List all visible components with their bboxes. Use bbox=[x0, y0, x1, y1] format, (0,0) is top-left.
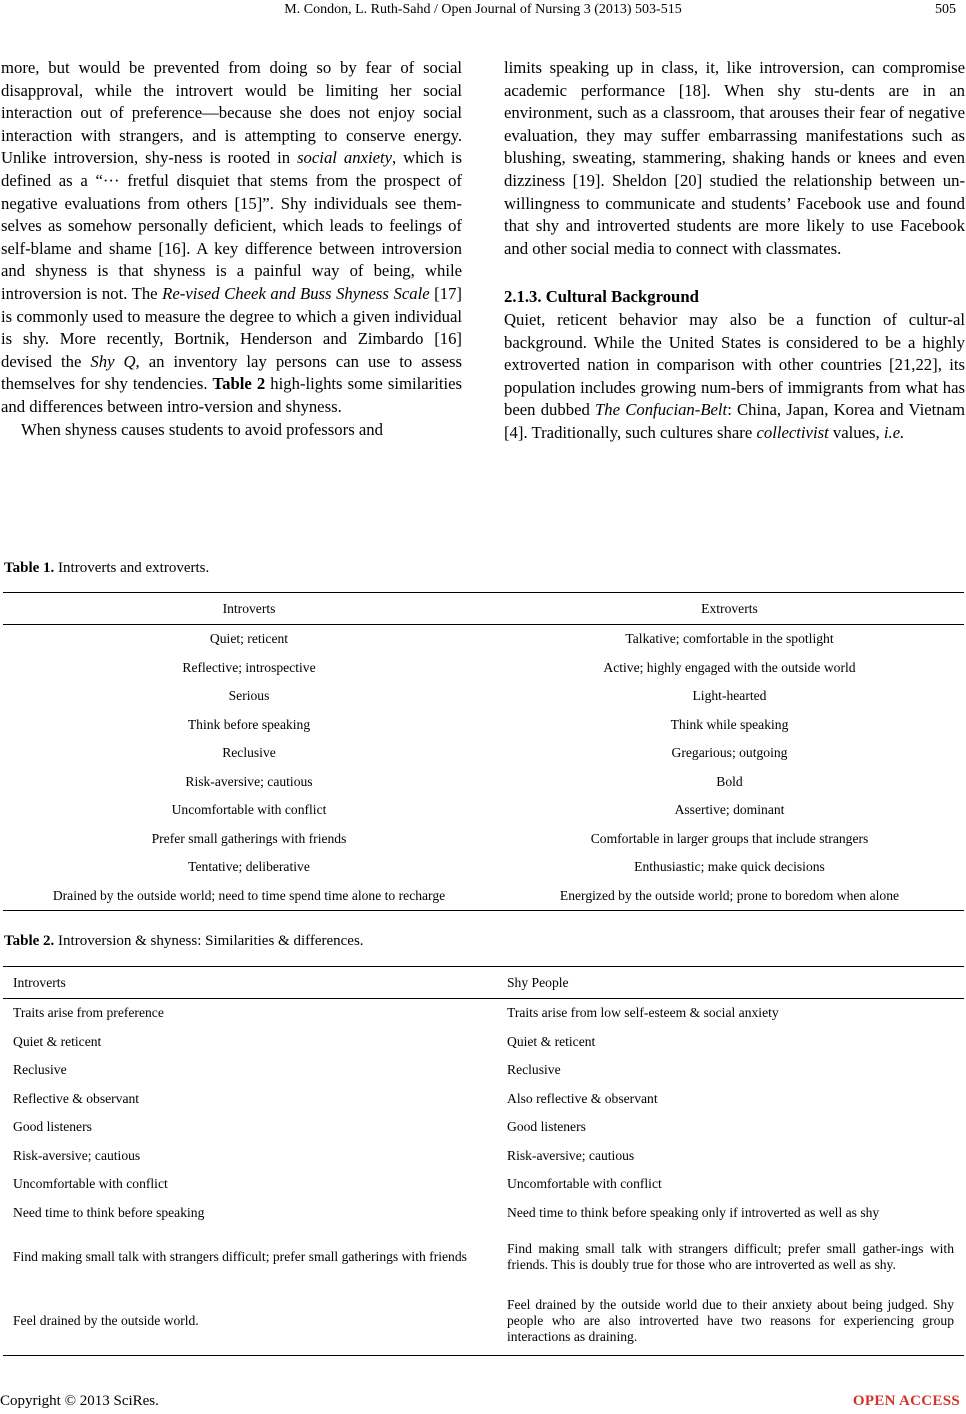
table-row bbox=[3, 768, 964, 797]
table-cell: Feel drained by the outside world. bbox=[3, 1287, 497, 1356]
table-row bbox=[3, 1113, 964, 1142]
table-introverts-extroverts bbox=[3, 592, 964, 911]
text-run: , which is defined as a “··· fretful disquiet that stems from the prospect of negative evaluations from others [15]”. Shy individuals see them-selves as somehow personally deficient, which leads to feelings of self-blame and shame [16]. A key difference between introversion and shyness is that shyness is a painful way of being, while introversion is not. The bbox=[1, 148, 462, 303]
left-column bbox=[1, 57, 462, 441]
table-cell: Risk-aversive; cautious bbox=[13, 1147, 141, 1163]
table-cell: Reclusive bbox=[222, 745, 276, 761]
text-run: high-lights some similarities and differences between intro-version and shyness. bbox=[1, 374, 463, 416]
table-cell: Bold bbox=[716, 773, 743, 789]
table-cell: Think while speaking bbox=[670, 716, 789, 732]
table-row bbox=[3, 853, 964, 882]
table-row bbox=[3, 739, 964, 768]
table-introversion-shyness bbox=[3, 966, 964, 1356]
copyright-notice: Copyright © 2013 SciRes. bbox=[0, 1393, 159, 1409]
table-cell: Quiet & reticent bbox=[13, 1033, 102, 1049]
table-cell: Also reflective & observant bbox=[507, 1090, 658, 1106]
table-cell: Need time to think before speaking only if introverted as well as shy bbox=[507, 1204, 880, 1220]
column-header: Introverts bbox=[3, 967, 497, 999]
italic-term: collectivist bbox=[756, 422, 829, 442]
left-paragraph-2: When shyness causes students to avoid professors and bbox=[21, 419, 383, 439]
table-cell: Serious bbox=[228, 688, 270, 704]
left-paragraph-1 bbox=[1, 57, 462, 419]
right-paragraph-1: limits speaking up in class, it, like introversion, can compromise academic performance [18]. When shy stu-dents are in an environment, such as a classroom, that arouses their fear of negative evaluation, they may suffer embarrassing manifestations such as blushing, sweating, stammering, shaking hands or knees and even dizziness [19]. Sheldon [20] studied the relationship between un-willingness to communicate and students’ Facebook use and found that shy and introverted students are more likely to use Facebook and other social media to connect with classmates. bbox=[504, 58, 965, 258]
text-run: Quiet, reticent behavior may also be a function of cultur-al background. While the United States is considered to be a highly extroverted nation in comparison with other countries [21,22], its population includes growing num-bers of immigrants from what has been dubbed bbox=[504, 309, 965, 420]
text-run: : China, Japan, Korea and Vietnam [4]. Traditionally, such cultures share bbox=[504, 400, 965, 442]
table-cell: Prefer small gatherings with friends bbox=[151, 830, 347, 846]
table-cell: Reflective; introspective bbox=[182, 659, 316, 675]
table-cell: Good listeners bbox=[507, 1119, 586, 1135]
table-cell: Need time to think before speaking bbox=[13, 1204, 205, 1220]
page-header bbox=[0, 0, 966, 20]
caption-text: Introverts and extroverts. bbox=[54, 560, 210, 576]
table-cell: Light-hearted bbox=[692, 688, 767, 704]
table1-caption bbox=[4, 560, 209, 577]
table-row bbox=[3, 711, 964, 740]
table-cell: Active; highly engaged with the outside world bbox=[603, 659, 856, 675]
table-cell: Assertive; dominant bbox=[674, 802, 785, 818]
right-paragraph-2 bbox=[504, 309, 965, 445]
table-row bbox=[3, 625, 964, 654]
table-row bbox=[3, 1142, 964, 1171]
table-cell: Enthusiastic; make quick decisions bbox=[634, 859, 825, 875]
right-column bbox=[504, 57, 965, 445]
italic-term: The Confucian-Belt bbox=[595, 400, 728, 420]
text-run: , an inventory lay persons can use to assess themselves for shy tendencies. bbox=[1, 351, 462, 394]
table-cell: Reclusive bbox=[507, 1062, 561, 1078]
table-cell: Traits arise from preference bbox=[13, 1005, 164, 1021]
table-cell: Talkative; comfortable in the spotlight bbox=[625, 631, 834, 647]
table-cell: Drained by the outside world; need to time spend time alone to recharge bbox=[3, 882, 495, 911]
table-row bbox=[3, 1199, 964, 1228]
table-cell: Good listeners bbox=[13, 1119, 92, 1135]
table-cell: Gregarious; outgoing bbox=[671, 745, 788, 761]
text-run: values, bbox=[828, 422, 884, 442]
italic-term: Shy Q bbox=[90, 351, 136, 371]
table-row bbox=[3, 882, 964, 911]
table-cell: Risk-aversive; cautious bbox=[185, 773, 313, 789]
table-row bbox=[3, 1170, 964, 1199]
table-cell: Traits arise from low self-esteem & social anxiety bbox=[507, 1005, 779, 1021]
table-cell: Risk-aversive; cautious bbox=[507, 1147, 635, 1163]
table-cell: Reflective & observant bbox=[13, 1090, 140, 1106]
table-row bbox=[3, 682, 964, 711]
caption-text: Introversion & shyness: Similarities & differences. bbox=[54, 933, 364, 949]
table-cell: Find making small talk with strangers difficult; prefer small gather-ings with friends. This is doubly true for those who are introverted as well as shy. bbox=[507, 1241, 954, 1272]
section-heading: 2.1.3. Cultural Background bbox=[504, 287, 699, 307]
table-cell: Uncomfortable with conflict bbox=[13, 1176, 168, 1192]
table-row bbox=[3, 1085, 964, 1114]
table-row bbox=[3, 1056, 964, 1085]
column-header: Shy People bbox=[497, 967, 964, 999]
table-cell: Uncomfortable with conflict bbox=[171, 802, 327, 818]
table-cell: Comfortable in larger groups that include strangers bbox=[590, 830, 869, 846]
text-run: [17] is commonly used to measure the degree to which a given individual is shy. More recently, Bortnik, Henderson and Zimbardo [16] devised the bbox=[1, 283, 462, 371]
column-header: Extroverts bbox=[495, 593, 964, 625]
table-row bbox=[3, 1287, 964, 1356]
table-cell: Think before speaking bbox=[187, 716, 311, 732]
italic-term: i.e. bbox=[883, 422, 905, 442]
caption-label: Table 1. bbox=[4, 560, 55, 576]
table-header-row bbox=[3, 593, 964, 625]
table-cell: Energized by the outside world; prone to boredom when alone bbox=[495, 882, 964, 911]
caption-label: Table 2. bbox=[4, 933, 55, 949]
page-number: 505 bbox=[935, 2, 956, 17]
table-cell: Feel drained by the outside world due to their anxiety about being judged. Shy people who are also introverted have two reasons for experiencing group interactions as draining. bbox=[497, 1287, 964, 1356]
open-access-label: OPEN ACCESS bbox=[852, 1393, 960, 1409]
table-cell: Tentative; deliberative bbox=[188, 859, 310, 875]
table-row bbox=[3, 825, 964, 854]
table-cell: Find making small talk with strangers difficult; prefer small gatherings with friends bbox=[13, 1249, 467, 1264]
table-cell: Uncomfortable with conflict bbox=[507, 1176, 662, 1192]
table-row bbox=[3, 1028, 964, 1057]
column-header: Introverts bbox=[3, 593, 495, 625]
table-cell: Reclusive bbox=[13, 1062, 67, 1078]
table-reference: Table 2 bbox=[212, 374, 266, 394]
table-cell: Quiet & reticent bbox=[507, 1033, 596, 1049]
table-row bbox=[3, 1227, 964, 1287]
italic-term: social anxiety bbox=[297, 148, 393, 168]
running-title: M. Condon, L. Ruth-Sahd / Open Journal of Nursing 3 (2013) 503-515 bbox=[284, 2, 682, 17]
table-row bbox=[3, 796, 964, 825]
table-header-row bbox=[3, 967, 964, 999]
table-row bbox=[3, 654, 964, 683]
table-row bbox=[3, 999, 964, 1028]
table-cell: Quiet; reticent bbox=[209, 631, 289, 647]
table2-caption bbox=[4, 933, 364, 950]
italic-term: Re-vised Cheek and Buss Shyness Scale bbox=[162, 283, 430, 303]
text-run: more, but would be prevented from doing so by fear of social disapproval, while the introvert would be limiting her social interaction out of preference—because she does not enjoy social interaction with strangers, and is attempting to conserve energy. Unlike introversion, shy-ness is rooted in bbox=[1, 58, 462, 168]
